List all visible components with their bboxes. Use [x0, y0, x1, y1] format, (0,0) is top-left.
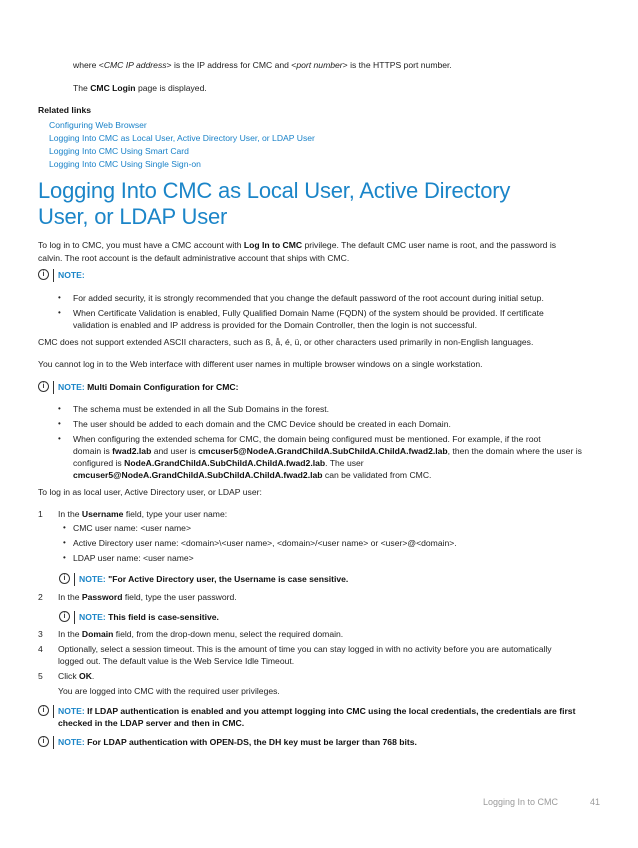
link-logging-local-user[interactable]: Logging Into CMC as Local User, Active Directory User, or LDAP User	[49, 133, 315, 143]
step1-item-ldap: LDAP user name: <user name>	[73, 553, 194, 563]
note-block-1	[38, 269, 85, 282]
section-title: Logging Into CMC as Local User, Active Directory User, or LDAP User	[38, 178, 511, 229]
step1-note	[59, 573, 348, 586]
login-page-sentence: The CMC Login page is displayed.	[73, 83, 207, 93]
note1-bullet1: For added security, it is strongly recommended that you change the default password of the root account during initial setup.	[73, 293, 544, 303]
note-divider	[53, 381, 54, 394]
ascii-paragraph: CMC does not support extended ASCII characters, such as ß, å, é, ü, or other characters used primarily in non-English languages.	[38, 337, 534, 347]
bullet: •	[58, 434, 61, 443]
note-divider	[53, 736, 54, 749]
bullet: •	[58, 404, 61, 413]
note-title: NOTE: Multi Domain Configuration for CMC:	[58, 382, 239, 392]
info-icon: i	[59, 573, 70, 584]
related-links-heading: Related links	[38, 105, 92, 115]
step1-item-ad: Active Directory user name: <domain>\<user name>, <domain>/<user name> or <user>@<domain>.	[73, 538, 457, 548]
note1-bullet2-line1: When Certificate Validation is enabled, Fully Qualified Domain Name (FQDN) of the system should be provided. If certificate	[73, 308, 544, 318]
multi-window-paragraph: You cannot log in to the Web interface with different user names in multiple browser windows on a single workstation.	[38, 359, 483, 369]
link-logging-smart-card[interactable]: Logging Into CMC Using Smart Card	[49, 146, 189, 156]
note2-bullet2: The user should be added to each domain and the CMC Device should be created in each Domain.	[73, 419, 451, 429]
step2-text: In the Password field, type the user password.	[58, 592, 237, 602]
bullet: •	[63, 553, 66, 562]
step-number: 2	[38, 592, 43, 602]
info-icon: i	[59, 611, 70, 622]
step3-text: In the Domain field, from the drop-down menu, select the required domain.	[58, 629, 344, 639]
bullet: •	[58, 419, 61, 428]
note-block-2	[38, 381, 238, 394]
note1-bullet2-line2: validation is enabled and IP address is provided for the Domain Controller, then the login is not successful.	[73, 320, 477, 330]
info-icon: i	[38, 736, 49, 747]
intro-paragraph-line1: To log in to CMC, you must have a CMC account with Log In to CMC privilege. The default CMC user name is root, and the password is	[38, 240, 557, 250]
step-number: 5	[38, 671, 43, 681]
bullet: •	[58, 293, 61, 302]
note-text: NOTE: This field is case-sensitive.	[79, 612, 219, 622]
step-number: 3	[38, 629, 43, 639]
info-icon: i	[38, 269, 49, 280]
footer-section-name: Logging In to CMC	[483, 797, 559, 807]
step5-text: Click OK.	[58, 671, 95, 681]
ldap-note	[38, 705, 575, 729]
step-number: 1	[38, 509, 43, 519]
page-number: 41	[590, 797, 601, 807]
note-label: NOTE:	[58, 270, 85, 280]
info-icon: i	[38, 705, 49, 716]
note2-bullet3-line2: domain is fwad2.lab and user is cmcuser5@NodeA.GrandChildA.SubChildA.ChildA.fwad2.lab, then the domain where the user is	[73, 446, 582, 456]
note-text: NOTE: If LDAP authentication is enabled and you attempt logging into CMC using the local credentials, the credentials are first checked in the LDAP server and then in CMC.	[58, 706, 576, 728]
note-text: NOTE: For LDAP authentication with OPEN-DS, the DH key must be larger than 768 bits.	[58, 737, 417, 747]
bullet: •	[63, 538, 66, 547]
step1-item-cmc: CMC user name: <user name>	[73, 523, 191, 533]
step1-text: In the Username field, type your user name:	[58, 509, 228, 519]
note2-bullet3-line3: configured is NodeA.GrandChildA.SubChildA.ChildA.fwad2.lab. The user	[73, 458, 364, 468]
note2-bullet3-line1: When configuring the extended schema for CMC, the domain being configured must be mentioned. For example, if the root	[73, 434, 541, 444]
step4-line1: Optionally, select a session timeout. This is the amount of time you can stay logged in with no activity before you are automatically	[58, 644, 552, 654]
note-divider	[74, 611, 75, 624]
note-divider	[53, 705, 54, 718]
note2-bullet3-line4: cmcuser5@NodeA.GrandChildA.SubChildA.ChildA.fwad2.lab can be validated from CMC.	[73, 470, 432, 480]
note-text: NOTE: "For Active Directory user, the Username is case sensitive.	[79, 574, 349, 584]
intro-paragraph-line2: calvin. The root account is the default administrative account that ships with CMC.	[38, 253, 350, 263]
step5-result: You are logged into CMC with the required user privileges.	[58, 686, 280, 696]
procedure-intro: To log in as local user, Active Directory user, or LDAP user:	[38, 487, 262, 497]
note2-bullet1: The schema must be extended in all the Sub Domains in the forest.	[73, 404, 330, 414]
bullet: •	[63, 523, 66, 532]
open-ds-note	[38, 736, 417, 749]
where-sentence: where <CMC IP address> is the IP address for CMC and <port number> is the HTTPS port number.	[73, 60, 452, 70]
bullet: •	[58, 308, 61, 317]
link-configuring-web-browser[interactable]: Configuring Web Browser	[49, 120, 147, 130]
note-divider	[53, 269, 54, 282]
info-icon: i	[38, 381, 49, 392]
step4-line2: logged out. The default value is the Web Service Idle Timeout.	[58, 656, 295, 666]
step-number: 4	[38, 644, 43, 654]
link-logging-single-sign-on[interactable]: Logging Into CMC Using Single Sign-on	[49, 159, 201, 169]
note-divider	[74, 573, 75, 586]
step2-note	[59, 611, 219, 624]
